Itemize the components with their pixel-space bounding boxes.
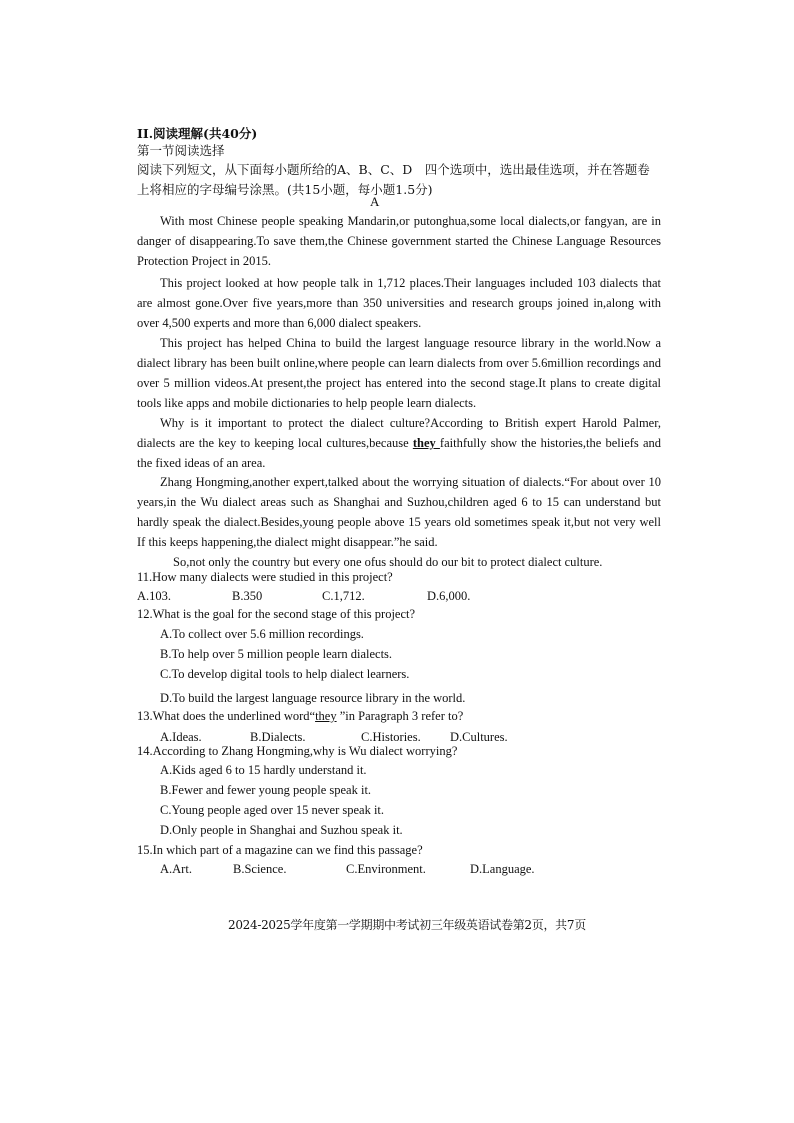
question-11-option-c[interactable]: C.1,712. — [322, 589, 365, 603]
paragraph-4-text-start: Why is it important to protect the dialect culture?According to British expert Harold Palmer, dialects are the key to keeping local cultures,because — [137, 416, 661, 450]
question-13-option-c[interactable]: C.Histories. — [361, 730, 421, 744]
instructions: 阅读下列短文，从下面每小题所给的A、B、C、D 四个选项中，选出最佳选项，并在答题卷上将相应的字母编号涂黑。(共15小题，每小题1.5分) — [137, 162, 650, 197]
question-14-option-c[interactable]: C.Young people aged over 15 never speak it. — [160, 803, 385, 817]
question-13-option-b[interactable]: B.Dialects. — [250, 730, 306, 744]
passage-paragraph-1: With most Chinese people speaking Mandarin,or putonghua,some local dialects,or fangyan, are in danger of disappearing.To save them,the Chinese government started the Chinese Language Resources Protection Project in 2015. — [137, 214, 661, 268]
passage-paragraph-3: This project has helped China to build the largest language resource library in the world.Now a dialect library has been built online,where people can learn dialects from over 5.6million recordings and over 5 million videos.At present,the project has entered into the second stage.It plans to create digital tools like apps and mobile dictionaries to help people learn dialects. — [137, 336, 661, 410]
question-14-stem: 14.According to Zhang Hongming,why is Wu dialect worrying? — [137, 744, 458, 758]
question-13-option-a[interactable]: A.Ideas. — [160, 730, 202, 744]
question-14-option-b[interactable]: B.Fewer and fewer young people speak it. — [160, 783, 372, 797]
question-15-option-d[interactable]: D.Language. — [470, 862, 535, 876]
page-footer: 2024-2025学年度第一学期期中考试初三年级英语试卷第2页，共7页 — [228, 918, 586, 932]
question-15-option-b[interactable]: B.Science. — [233, 862, 287, 876]
question-11-option-a[interactable]: A.103. — [137, 589, 172, 603]
passage-paragraph-5: Zhang Hongming,another expert,talked about the worrying situation of dialects.“For about over 10 years,in the Wu dialect areas such as Shanghai and Suzhou,children aged 6 to 15 can understand but hardly speak the dialect.Besides,young people above 15 years old sometimes speak it,but not very well If this keeps happening,the dialect might disappear.”he said. — [137, 475, 661, 549]
passage-paragraph-4 — [137, 413, 661, 473]
question-11-option-d[interactable]: D.6,000. — [427, 589, 471, 603]
section-title: II.阅读理解(共40分) — [137, 126, 258, 141]
question-13-stem-start: 13.What does the underlined word“ — [137, 709, 316, 723]
question-13-underlined-they: they — [315, 709, 337, 723]
question-15-stem: 15.In which part of a magazine can we find this passage? — [137, 843, 423, 857]
passage-letter: A — [370, 194, 380, 209]
question-15-option-c[interactable]: C.Environment. — [346, 862, 426, 876]
question-13-option-d[interactable]: D.Cultures. — [450, 730, 508, 744]
question-11-stem: 11.How many dialects were studied in this project? — [137, 570, 393, 584]
question-12-option-a[interactable]: A.To collect over 5.6 million recordings. — [160, 627, 364, 641]
section-subtitle: 第一节阅读选择 — [137, 143, 225, 158]
question-12-stem: 12.What is the goal for the second stage of this project? — [137, 607, 416, 621]
passage-paragraph-6: So,not only the country but every one ofus should do our bit to protect dialect culture. — [173, 555, 603, 569]
question-15-option-a[interactable]: A.Art. — [160, 862, 192, 876]
question-12-option-b[interactable]: B.To help over 5 million people learn dialects. — [160, 647, 393, 661]
question-14-option-a[interactable]: A.Kids aged 6 to 15 hardly understand it. — [160, 763, 367, 777]
question-13-stem-end: ”in Paragraph 3 refer to? — [336, 709, 464, 723]
question-14-option-d[interactable]: D.Only people in Shanghai and Suzhou speak it. — [160, 823, 403, 837]
question-13-stem — [137, 709, 463, 724]
underlined-word-they: they — [412, 436, 440, 450]
question-11-option-b[interactable]: B.350 — [232, 589, 263, 603]
passage-paragraph-2: This project looked at how people talk in 1,712 places.Their languages included 103 dialects that are almost gone.Over five years,more than 350 universities and research groups joined in,along with over 4,500 experts and more than 6,000 dialect speakers. — [137, 276, 661, 330]
question-12-option-d[interactable]: D.To build the largest language resource library in the world. — [160, 691, 466, 705]
paragraph-4-text-end: faithfully show the histories,the beliefs and the fixed ideas of an area. — [137, 436, 661, 470]
question-12-option-c[interactable]: C.To develop digital tools to help dialect learners. — [160, 667, 410, 681]
